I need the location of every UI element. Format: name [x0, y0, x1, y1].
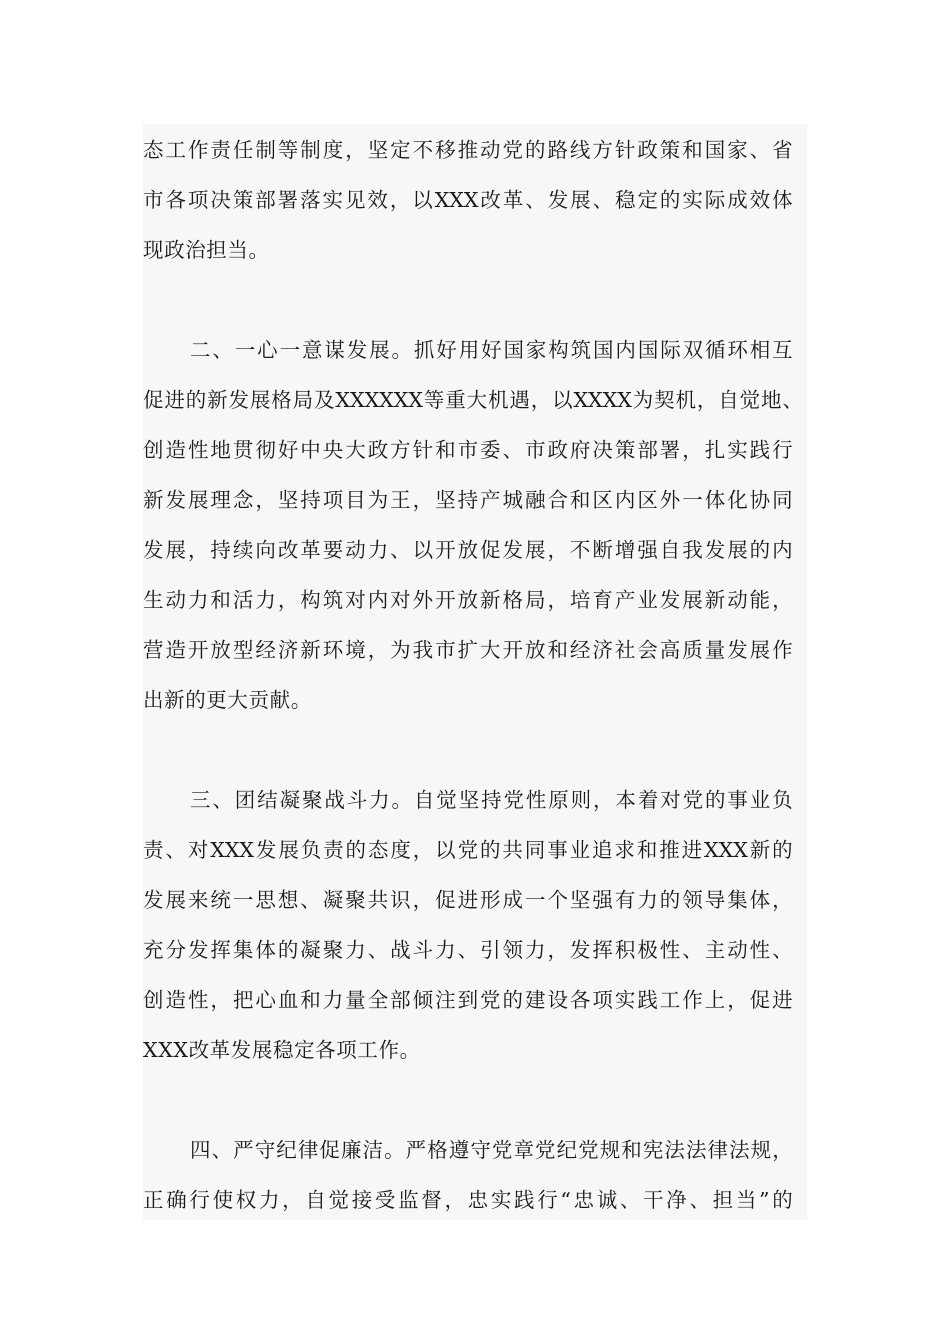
section-2-line-4: 新 发 展 理 念 ， 坚 持 项 目 为 王 ， 坚 持 产 城 融 合 和 区 内 区 外 一 体 化 协 同 [143, 488, 793, 512]
section-2-line-7: 营 造 开 放 型 经 济 新 环 境 ， 为 我 市 扩 大 开 放 和 经 济 社 会 高 质 量 发 展 作 [143, 638, 793, 662]
section-3-line-4: 充 分 发 挥 集 体 的 凝 聚 力 、 战 斗 力 、 引 领 力 ， 发 挥 积 极 性 、 主 动 性 、 [143, 938, 793, 962]
section-3-line-2: 责 、 对 XXX 发 展 负 责 的 态 度 ， 以 党 的 共 同 事 业 追 求 和 推 进 XXX 新 的 [143, 838, 793, 862]
paragraph-1-line-3: 现政治担当。 [143, 238, 270, 262]
paragraph-1-line-1: 态 工 作 责 任 制 等 制 度 ， 坚 定 不 移 推 动 党 的 路 线 方 针 政 策 和 国 家 、 省 [143, 138, 793, 162]
section-2-line-6: 生 动 力 和 活 力 ， 构 筑 对 内 对 外 开 放 新 格 局 ， 培 育 产 业 发 展 新 动 能 ， [143, 588, 793, 612]
section-3-line-3: 发 展 来 统 一 思 想 、 凝 聚 共 识 ， 促 进 形 成 一 个 坚 强 有 力 的 领 导 集 体 ， [143, 888, 793, 912]
section-2-line-3: 创 造 性 地 贯 彻 好 中 央 大 政 方 针 和 市 委 、 市 政 府 决 策 部 署 ， 扎 实 践 行 [143, 438, 793, 462]
section-2-line-5: 发 展 ， 持 续 向 改 革 要 动 力 、 以 开 放 促 发 展 ， 不 断 增 强 自 我 发 展 的 内 [143, 538, 793, 562]
section-3-line-5: 创 造 性 ， 把 心 血 和 力 量 全 部 倾 注 到 党 的 建 设 各 项 实 践 工 作 上 ， 促 进 [143, 988, 793, 1012]
section-3-line-6: XXX改革发展稳定各项工作。 [143, 1038, 421, 1062]
paragraph-1-line-2: 市 各 项 决 策 部 署 落 实 见 效 ， 以 XXX 改 革 、 发 展 、 稳 定 的 实 际 成 效 体 [143, 188, 793, 212]
section-3-heading-line: 三 、 团 结 凝 聚 战 斗 力 。 自 觉 坚 持 党 性 原 则 ， 本 着 对 党 的 事 业 负 [190, 788, 793, 812]
section-2-line-8: 出新的更大贡献。 [143, 688, 312, 712]
section-2-line-2: 促 进 的 新 发 展 格 局 及 XXXXXX 等 重 大 机 遇 ， 以 XXXX 为 契 机 ， 自 觉 地 、 [143, 388, 803, 412]
section-4-heading-line: 四 、 严 守 纪 律 促 廉 洁 。 严 格 遵 守 党 章 党 纪 党 规 和 宪 法 法 律 法 规 ， [190, 1138, 793, 1162]
section-4-line-2: 正 确 行 使 权 力 ， 自 觉 接 受 监 督 ， 忠 实 践 行 “ 忠 诚 、 干 净 、 担 当 ” 的 [143, 1188, 793, 1212]
section-2-heading-line: 二 、 一 心 一 意 谋 发 展 。 抓 好 用 好 国 家 构 筑 国 内 国 际 双 循 环 相 互 [190, 338, 793, 362]
